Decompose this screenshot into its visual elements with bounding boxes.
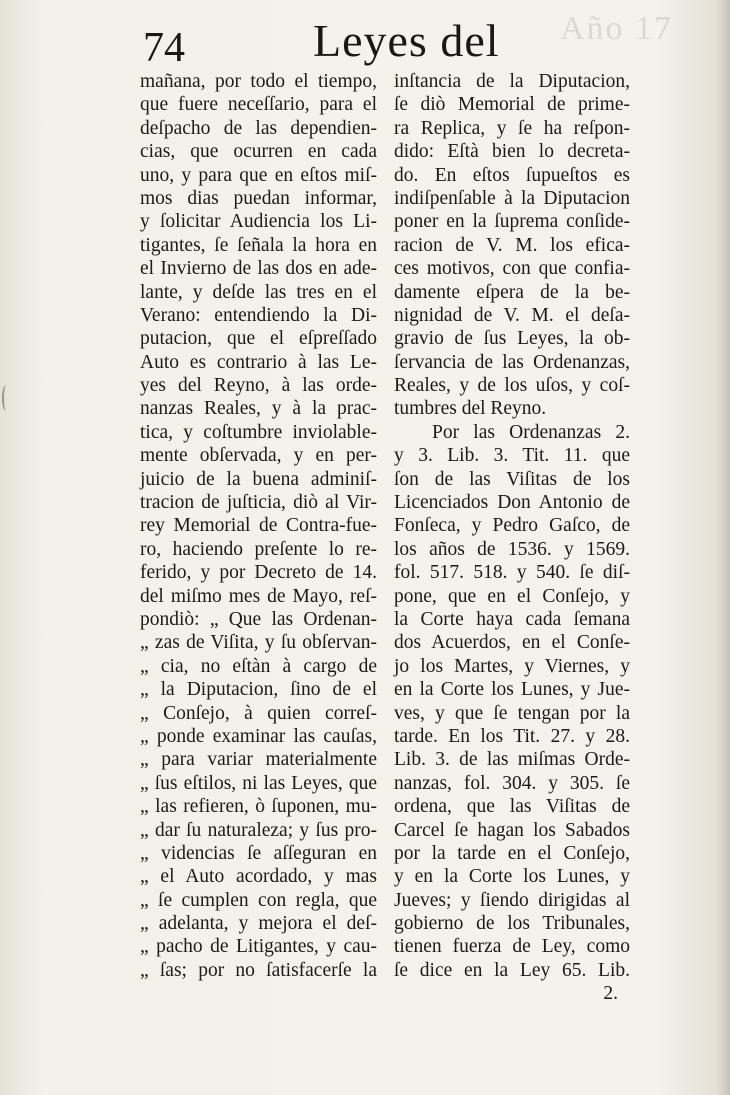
text-line: dido: Eſtà bien lo decreta- xyxy=(394,141,630,163)
text-line: „ videncias ſe aſſeguran en xyxy=(140,842,377,864)
text-line: pondiò: „ Que las Ordenan- xyxy=(140,608,377,630)
text-line: dos Acuerdos, en el Conſe- xyxy=(394,632,630,654)
text-line: ſervancia de las Ordenanzas, xyxy=(394,351,630,373)
text-line: rey Memorial de Contra-fue- xyxy=(140,515,377,537)
text-line: ſon de las Viſitas de los xyxy=(394,468,630,490)
paragraph-start-line: Por las Ordenanzas 2. xyxy=(432,421,630,443)
text-line: nanzas Reales, y à la prac- xyxy=(140,398,377,420)
text-line: Auto es contrario à las Le- xyxy=(140,351,377,373)
text-line: putacion, que el eſpreſſado xyxy=(140,328,377,350)
text-line: indiſpenſable à la Diputacion xyxy=(394,187,630,209)
text-line: „ ſas; por no ſatisfacerſe la xyxy=(140,959,377,981)
text-line: ordena, que las Viſitas de xyxy=(394,796,630,818)
text-line: lante, y deſde las tres en el xyxy=(140,281,377,303)
text-line: „ zas de Viſita, y ſu obſervan- xyxy=(140,632,377,654)
catchword: 2. xyxy=(603,983,618,1005)
bleed-through-text: Año 17 xyxy=(560,10,674,47)
text-line: tumbres del Reyno. xyxy=(394,398,547,420)
text-line: tigantes, ſe ſeñala la hora en xyxy=(140,234,377,256)
text-line: „ las refieren, ò ſuponen, mu- xyxy=(140,796,377,818)
text-line: jo los Martes, y Viernes, y xyxy=(394,655,630,677)
text-line: inſtancia de la Diputacion, xyxy=(394,71,630,92)
text-line: la Corte haya cada ſemana xyxy=(394,608,630,630)
text-line: „ ponde examinar las cauſas, xyxy=(140,725,377,747)
left-column xyxy=(140,70,377,982)
text-line: y ſolicitar Audiencia los Li- xyxy=(140,211,377,233)
text-line: del miſmo mes de Mayo, reſ- xyxy=(140,585,377,607)
text-line: mañana, por todo el tiempo, xyxy=(140,71,377,92)
text-line: ſe diò Memorial de prime- xyxy=(394,94,630,116)
text-line: „ ſus eſtilos, ni las Leyes, que xyxy=(140,772,377,794)
text-line: ves, y que ſe tengan por la xyxy=(394,702,630,724)
text-line: ra Replica, y ſe ha reſpon- xyxy=(394,117,630,139)
text-line: tica, y coſtumbre inviolable- xyxy=(140,421,377,443)
text-line: nignidad de V. M. el deſa- xyxy=(394,304,630,326)
text-line: Lib. 3. de las miſmas Orde- xyxy=(394,749,630,771)
text-line: y 3. Lib. 3. Tit. 11. que xyxy=(394,445,630,467)
text-line: „ la Diputacion, ſino de el xyxy=(140,679,377,701)
text-line: gravio de ſus Leyes, la ob- xyxy=(394,328,630,350)
text-line: Fonſeca, y Pedro Gaſco, de xyxy=(394,515,630,537)
text-line: poner en la ſuprema conſide- xyxy=(394,211,630,233)
text-line: los años de 1536. y 1569. xyxy=(394,538,630,560)
text-line: tarde. En los Tit. 27. y 28. xyxy=(394,725,630,747)
text-line: „ dar ſu naturaleza; y ſus pro- xyxy=(140,819,377,841)
text-line: yes del Reyno, à las orde- xyxy=(140,375,377,397)
text-line: do. En eſtos ſupueſtos es xyxy=(394,164,630,186)
text-line: uno, y para que en eſtos miſ- xyxy=(140,164,377,186)
text-line: deſpacho de las dependien- xyxy=(140,117,377,139)
text-line: en la Corte los Lunes, y Jue- xyxy=(394,679,630,701)
text-line: pone, que en el Conſejo, y xyxy=(394,585,630,607)
text-line: que fuere neceſſario, para el xyxy=(140,94,377,116)
page-edge-shadow xyxy=(716,0,730,1095)
text-line: por la tarde en el Conſejo, xyxy=(394,842,630,864)
text-line: „ para variar materialmente xyxy=(140,749,377,771)
text-line: tienen fuerza de Ley, como xyxy=(394,936,630,958)
page-number: 74 xyxy=(143,25,185,71)
text-line: ces motivos, con que confia- xyxy=(394,258,630,280)
text-line: „ ſe cumplen con regla, que xyxy=(140,889,377,911)
text-line: „ el Auto acordado, y mas xyxy=(140,866,377,888)
text-line: tracion de juſticia, diò al Vir- xyxy=(140,492,377,514)
text-line: Reales, y de los uſos, y coſ- xyxy=(394,375,630,397)
text-line: Verano: entendiendo la Di- xyxy=(140,304,377,326)
text-line: „ adelanta, y mejora el deſ- xyxy=(140,913,377,935)
text-line: mos dias puedan informar, xyxy=(140,187,377,209)
text-line: „ cia, no eſtàn à cargo de xyxy=(140,655,377,677)
running-title: Leyes del xyxy=(313,15,500,66)
text-line: ferido, y por Decreto de 14. xyxy=(140,562,377,584)
right-column xyxy=(394,70,630,1006)
text-line: racion de V. M. los efica- xyxy=(394,234,630,256)
text-line: nanzas, fol. 304. y 305. ſe xyxy=(394,772,630,794)
text-line: Licenciados Don Antonio de xyxy=(394,492,630,514)
text-line: Jueves; y ſiendo dirigidas al xyxy=(394,889,630,911)
text-line: damente eſpera de la be- xyxy=(394,281,630,303)
text-line: el Invierno de las dos en ade- xyxy=(140,258,377,280)
text-line: juicio de la buena adminiſ- xyxy=(140,468,377,490)
text-line: „ pacho de Litigantes, y cau- xyxy=(140,936,377,958)
text-line: y en la Corte los Lunes, y xyxy=(394,866,630,888)
text-line: „ Conſejo, à quien correſ- xyxy=(140,702,377,724)
text-line: ſe dice en la Ley 65. Lib. xyxy=(394,959,630,981)
text-line: Carcel ſe hagan los Sabados xyxy=(394,819,630,841)
text-line: ro, haciendo preſente lo re- xyxy=(140,538,377,560)
text-line: mente obſervada, y en per- xyxy=(140,445,377,467)
text-line: fol. 517. 518. y 540. ſe diſ- xyxy=(394,562,630,584)
margin-mark xyxy=(2,385,10,411)
text-line: gobierno de los Tribunales, xyxy=(394,913,630,935)
text-line: cias, que ocurren en cada xyxy=(140,141,377,163)
